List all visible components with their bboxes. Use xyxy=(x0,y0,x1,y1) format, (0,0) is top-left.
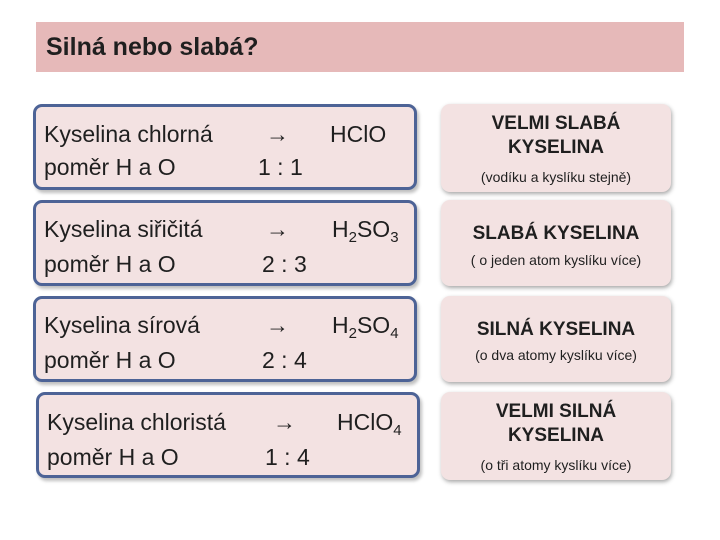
acid-box-4 xyxy=(36,392,420,478)
arrow: → xyxy=(266,121,289,147)
formula-subscript: 3 xyxy=(390,229,399,246)
formula: $H_2SO_3$ xyxy=(332,216,399,246)
formula: $H_2SO_4$ xyxy=(332,312,399,342)
ratio-value: 2 : 3 xyxy=(262,251,307,277)
strength-box-2 xyxy=(441,200,671,286)
ratio-value: 2 : 4 xyxy=(262,347,307,373)
strength-label: SILNÁ KYSELINA xyxy=(476,319,636,340)
strength-box-3 xyxy=(441,296,671,382)
formula-subscript: 4 xyxy=(393,422,402,439)
arrow: → xyxy=(273,409,296,435)
title-bar xyxy=(36,22,684,72)
arrow: → xyxy=(266,312,289,338)
acid-box-2 xyxy=(33,200,417,286)
arrow: → xyxy=(266,216,289,242)
ratio-label: poměr H a O xyxy=(44,251,176,277)
strength-note: (vodíku a kyslíku stejně) xyxy=(480,169,632,185)
strength-box-1 xyxy=(441,104,671,192)
strength-note: (o tři atomy kyslíku více) xyxy=(480,457,632,473)
acid-box-3 xyxy=(33,296,417,382)
strength-note: ( o jeden atom kyslíku více) xyxy=(470,252,642,268)
acid-name: Kyselina siřičitá xyxy=(44,216,203,242)
formula-subscript: 2 xyxy=(348,325,357,342)
formula-subscript: 4 xyxy=(390,325,399,342)
formula-subscript: 2 xyxy=(348,229,357,246)
acid-name: Kyselina sírová xyxy=(44,312,200,338)
acid-box-1 xyxy=(33,104,417,190)
formula: HClO$_4$ xyxy=(337,409,402,439)
acid-name: Kyselina chloristá xyxy=(47,409,226,435)
ratio-value: 1 : 1 xyxy=(258,154,303,180)
acid-name: Kyselina chlorná xyxy=(44,121,213,147)
strength-label: VELMI SLABÁ KYSELINA xyxy=(491,113,621,158)
strength-box-4 xyxy=(441,392,671,480)
strength-label: VELMI SILNÁ KYSELINA xyxy=(495,401,617,446)
ratio-value: 1 : 4 xyxy=(265,444,310,470)
strength-note: (o dva atomy kyslíku více) xyxy=(475,347,637,363)
ratio-label: poměr H a O xyxy=(44,154,176,180)
formula: HClO xyxy=(330,121,387,147)
ratio-label: poměr H a O xyxy=(44,347,176,373)
slide-title: Silná nebo slabá? xyxy=(46,33,259,61)
strength-label: SLABÁ KYSELINA xyxy=(472,223,640,244)
ratio-label: poměr H a O xyxy=(47,444,179,470)
